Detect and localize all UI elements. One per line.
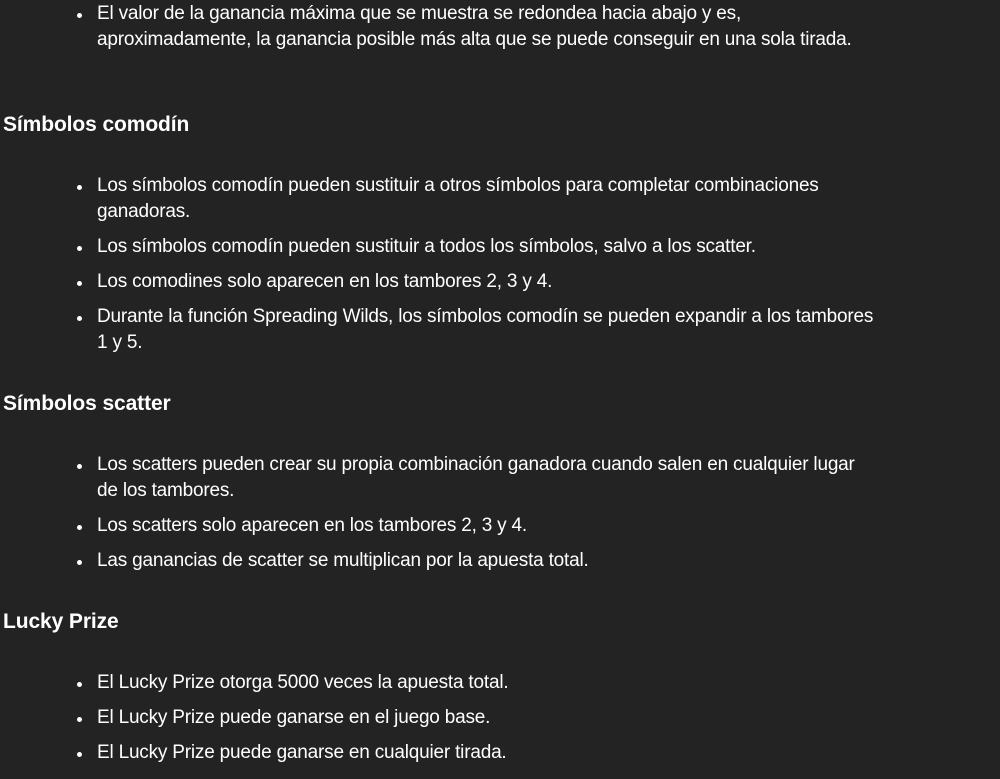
max-win-list <box>0 1 877 53</box>
lucky-prize-list <box>0 670 877 766</box>
list-item: Los scatters pueden crear su propia combinación ganadora cuando salen en cualquier lugar de los tambores. <box>0 452 877 504</box>
wild-symbols-list <box>0 173 877 356</box>
list-item: Las ganancias de scatter se multiplican por la apuesta total. <box>0 548 877 574</box>
section-heading-scatter-symbols: Símbolos scatter <box>3 392 171 415</box>
scatter-symbols-list <box>0 452 877 574</box>
list-item: Los símbolos comodín pueden sustituir a todos los símbolos, salvo a los scatter. <box>0 234 877 260</box>
list-item: El valor de la ganancia máxima que se muestra se redondea hacia abajo y es, aproximadamente, la ganancia posible más alta que se puede conseguir en una sola tirada. <box>0 1 877 53</box>
list-item: El Lucky Prize puede ganarse en cualquier tirada. <box>0 740 877 766</box>
section-heading-wild-symbols: Símbolos comodín <box>3 113 190 136</box>
list-item: Los scatters solo aparecen en los tambores 2, 3 y 4. <box>0 513 877 539</box>
section-heading-lucky-prize: Lucky Prize <box>3 610 119 633</box>
list-item: El Lucky Prize otorga 5000 veces la apuesta total. <box>0 670 877 696</box>
list-item: Los símbolos comodín pueden sustituir a otros símbolos para completar combinaciones ganadoras. <box>0 173 877 225</box>
list-item: El Lucky Prize puede ganarse en el juego base. <box>0 705 877 731</box>
list-item: Durante la función Spreading Wilds, los símbolos comodín se pueden expandir a los tambores 1 y 5. <box>0 304 877 356</box>
list-item: Los comodines solo aparecen en los tambores 2, 3 y 4. <box>0 269 877 295</box>
